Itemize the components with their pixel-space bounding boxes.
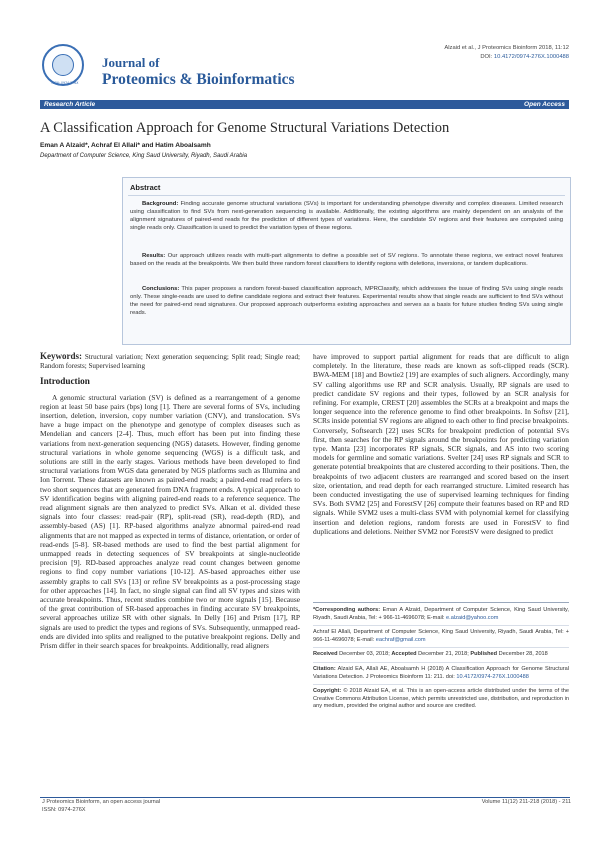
footer-journal: J Proteomics Bioinform, an open access journal (42, 799, 161, 805)
logo-emblem (52, 54, 74, 76)
journal-title: Proteomics & Bioinformatics (102, 71, 295, 88)
article-type-banner (40, 100, 569, 109)
dates (313, 651, 569, 659)
citation-label: Citation: (313, 665, 336, 672)
article-title: A Classification Approach for Genome Structural Variations Detection (40, 120, 450, 136)
footnote-divider (313, 602, 569, 603)
authors: Eman A Alzaid*, Achraf El Allali* and Hatim Aboalsamh (40, 142, 211, 149)
header-citation-line: Alzaid et al., J Proteomics Bioinform 2018, 11:12 (444, 45, 569, 51)
journal-title-prefix: Journal of (102, 55, 160, 70)
keywords-label: Keywords: (40, 351, 82, 361)
conclusions-text: This paper proposes a random forest-based classification approach, MPRClassify, which addresses the issue of finding SVs using single reads only. These single-reads are used to define candidate regions and extract their features. Experimental results show that single reads are sufficient to find SVs without the need for paired-end read signatures. Our proposed approach outperforms existing approaches and serves as a basis for future studies finding SVs using single reads. (130, 286, 563, 316)
footer-divider (40, 797, 570, 798)
abstract-divider (128, 195, 565, 196)
footer-journal-info (42, 799, 160, 814)
accepted-date: December 21, 2018; (416, 651, 471, 658)
footnote-divider (313, 647, 569, 648)
background-label: Background: (142, 201, 179, 207)
conclusions-label: Conclusions: (142, 286, 180, 292)
footnote-divider (313, 625, 569, 626)
accepted-label: Accepted (391, 651, 417, 658)
header-doi (444, 53, 569, 62)
right-column (313, 352, 569, 536)
second-email-link[interactable]: eachraf@gmail.com (375, 636, 426, 643)
corr-label: *Corresponding authors: (313, 607, 381, 613)
citation-text: Alzaid EA, Allali AE, Aboalsamh H (2018) A Classification Approach for Genome Structural Variations Detection. J Proteomics Bioinform 11: 211. doi: (313, 665, 569, 680)
corresponding-author (313, 607, 569, 622)
open-access-label: Open Access (524, 101, 565, 108)
footer-issn: ISSN: 0974-276X (42, 806, 86, 813)
citation-doi-link[interactable]: 10.4172/0974-276X.1000488 (456, 673, 529, 680)
footnote-divider (313, 662, 569, 663)
abstract-results (130, 252, 563, 268)
footer-volume: Volume 11(12) 211-218 (2018) - 211 (481, 799, 571, 805)
background-text: Finding accurate genome structural variations (SVs) is important for understanding phenotype diversity and complex diseases. Limited research using classification to find SVs from next-generation sequencing is available. Additionally, the existing algorithms are mainly dependent on an analysis of the alignment signatures of paired-end reads for the prediction of different types of variations. Here, the candidate SV regions and their features are computed using single reads only. Classification is used to predict the variation types of these regions. (130, 201, 563, 231)
corr-email-link[interactable]: e.alzaid@yahoo.com (446, 614, 499, 621)
published-label: Published (470, 651, 498, 658)
doi-link[interactable]: 10.4172/0974-276X.1000488 (493, 54, 569, 60)
logo-issn: ISSN: 0974-276X (51, 81, 79, 85)
abstract-heading: Abstract (130, 183, 161, 192)
copyright (313, 688, 569, 711)
corr-text: Eman A Alzaid, Department of Computer Science, King Saud University, Riyadh, Saudi Arabia, Tel: + 966-11-4696078; E-mail: (313, 607, 569, 621)
affiliation: Department of Computer Science, King Saud University, Riyadh, Saudi Arabia (40, 153, 248, 159)
abstract-conclusions (130, 285, 563, 317)
received-date: December 03, 2018; (337, 651, 392, 658)
abstract-background (130, 200, 563, 232)
article-type: Research Article (44, 101, 96, 108)
doi-prefix: DOI: (480, 54, 494, 60)
citation (313, 666, 569, 681)
copyright-label: Copyright: (313, 688, 342, 695)
keywords-text: Structural variation; Next generation sequencing; Split read; Single read; Random forests; Supervised learning (40, 353, 300, 371)
received-label: Received (313, 651, 338, 658)
copyright-text: © 2018 Alzaid EA, et al. This is an open-access article distributed under the terms of the Creative Commons Attribution License, which permits unrestricted use, distribution, and reproduction in any medium, provided the original author and source are credited. (313, 688, 569, 710)
keywords (40, 352, 300, 371)
published-date: December 28, 2018 (497, 651, 548, 658)
footnote-divider (313, 684, 569, 685)
results-label: Results: (142, 253, 166, 259)
section-heading-introduction: Introduction (40, 376, 90, 387)
header-citation (444, 44, 569, 62)
second-text: Achraf El Allali, Department of Computer Science, King Saud University, Riyadh, Saudi Arabia, Tel: + 966-11-4696078; E-mail: (313, 629, 569, 643)
footnotes (313, 602, 569, 711)
left-column (40, 352, 300, 650)
intro-paragraph-1: A genomic structural variation (SV) is defined as a rearrangement of a genome region at least 50 base pairs (bps) long [1]. There are several forms of SVs, including insertion, deletion, inversion, copy number variation (CNV), and translocation. SVs have a huge impact on the phenotype and genotype of complex diseases such as Mendelian and cancers [2-4]. Thus, much effort has been put into finding these variations from next-generation sequencing (NGS) datasets. However, finding genome structural variations in whole genome sequencing (WGS) is a difficult task, and solutions are still in the early stages. Various methods have been developed to find structural variations from WGS data generated by NGS platforms such as Illumina and Ion Torrent. These datasets are known as paired-end reads; a paired-end read refers to two short sequences that are generated from DNA fragment ends. A typical approach to SV identification begins with aligning paired-end reads to a reference sequence. The read alignment signals are then analyzed to predict SVs. Alkan et al. divided these signals into four classes: read-pair (RP), split-read (SR), read-depth (RD), and assembly-based (AS) [1]. RP-based algorithms analyze abnormal paired-end read alignments that are not mapped as expected in terms of distance, orientation, or order of read-ends [5-8]. SR-based methods are used to find the best partial alignment for unmapped reads in detecting sequences of SV breakpoints at single-nucleotide precision [9]. RD-based approaches analyze read count changes between genome regions to find copy number variations [10-12]. AS-based approaches either use assembly graphs to call SVs [13] or refine SV breakpoints as a post-processing stage for other approaches [14]. In fact, no single signal can find all SV types and sizes with accurate breakpoints. Thus, recent studies combine two or more signals [15]. Because of the great contribution of SR-based approaches in finding accurate SV breakpoints, several approaches utilize SR with other signals. In Delly [16] and Prism [17], RP signals are used to predict the types and regions of SVs. Subsequently, unmapped read-ends are divided into splits and realigned to the putative breakpoint regions. Delly and Prism differ in their search spaces for breakpoints. Additionally, read aligners (40, 392, 300, 651)
journal-logo (42, 44, 84, 86)
intro-paragraph-continued: have improved to support partial alignment for reads that are difficult to align completely. In the literature, these reads are known as soft-clipped reads (SCR). BWA-MEM [18] and Bowtie2 [19] are examples of such aligners. Accordingly, many SV calling algorithms use RP and SCR analysis. Usually, RP signals are used to predict candidate SV regions and their types, followed by an SCR analysis for refining. For example, CREST [20] assembles the SCRs at a breakpoint and maps the longer sequence into the reference genome to find other breakpoints. In Softsv [21], SCRs inside potential SV regions are aligned to each other to find precise breakpoints. Conversely, Softsearch [22] uses SCRs for breakpoint prediction of potential SVs first, then searches for the RP signals around the breakpoints for predicting variation type. Manta [23] incorporates RP signals, SCR signals, and AS into two scoring models for germline and somatic variations. Svelter [24] uses RP signals and SCR to generate potential breakpoints that are clustered according to their positions. Then, the breakpoints of two adjacent clusters are rearranged and scored based on the insert size, orientation, and read depth for each rearranged structure. Limited research has been conducted investigating the use of supervised learning techniques for finding SVs. Both SVM2 [25] and ForestSV [26] compute their features based on RP and RD signals. While SVM2 uses a multi-class SVM with polynomial kernel for classifying insertion and deletion regions, random forests are used in ForestSV to find duplications and deletions. Neither SVM2 nor ForestSV were designed to predict (313, 352, 569, 536)
results-text: Our approach utilizes reads with multi-part alignments to define a possible set of SV regions. To annotate these regions, we extract novel features based on the reads at the breakpoints. We then build three random forest classifiers to identify regions with deletions, inversions, or tandem duplications. (130, 253, 563, 267)
second-author (313, 629, 569, 644)
abstract-box (122, 177, 571, 345)
